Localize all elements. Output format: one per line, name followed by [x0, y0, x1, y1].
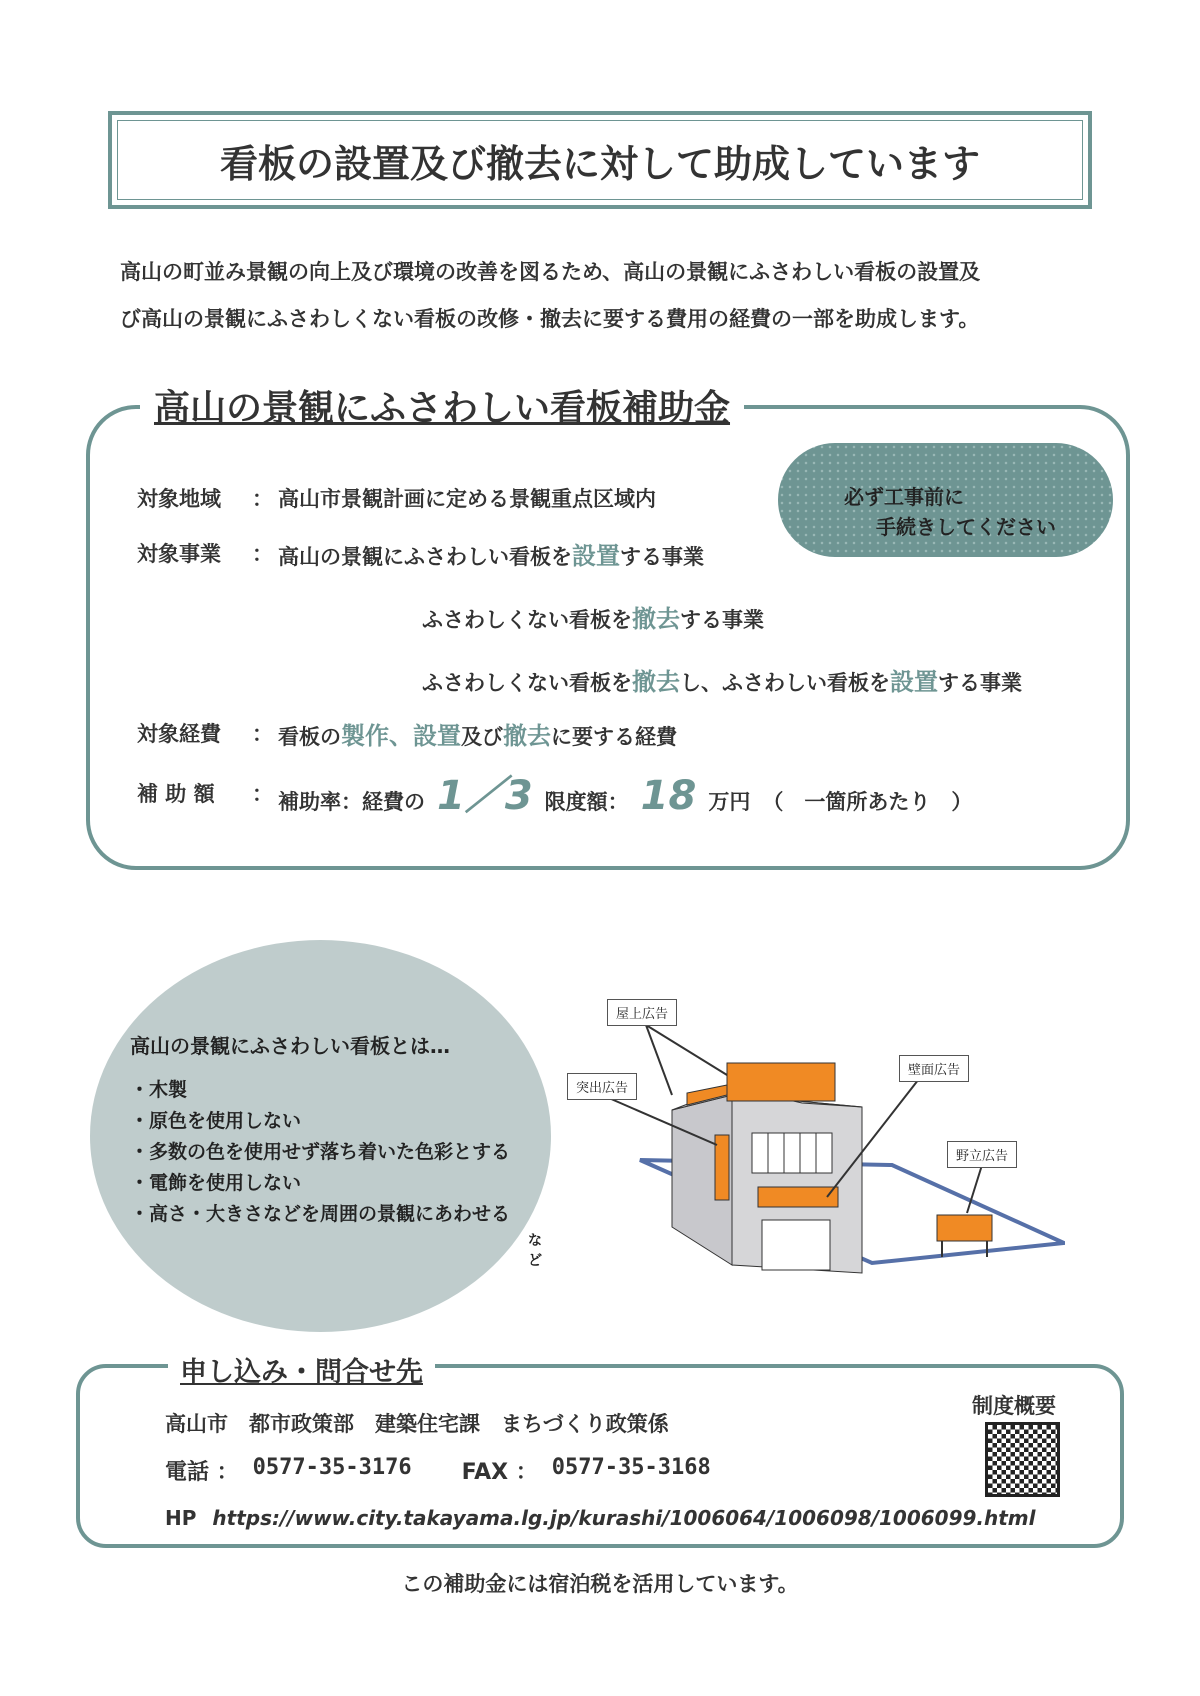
area-label: 対象地域	[137, 487, 221, 511]
building-illustration	[562, 995, 1065, 1320]
intro-line-2: び高山の景観にふさわしくない看板の改修・撤去に要する費用の経費の一部を助成します。	[120, 307, 980, 331]
highlight: 設置	[413, 722, 461, 750]
text: 看板の	[278, 725, 341, 749]
tel-number[interactable]: 0577-35-3176	[252, 1455, 412, 1480]
footer-note: この補助金には宿泊税を活用しています。	[401, 1572, 799, 1596]
highlight: 撤去	[632, 668, 680, 696]
text: する事業	[680, 608, 764, 632]
amount-value	[278, 764, 972, 821]
limit-value: 18	[640, 773, 697, 819]
etc: など	[528, 1233, 542, 1269]
title-box	[108, 111, 1092, 209]
cost-value	[278, 716, 677, 751]
suitable-item: ・多数の色を使用せず落ち着いた色彩とする	[130, 1141, 511, 1163]
text: する事業	[620, 545, 704, 569]
text: ふさわしくない看板を	[422, 671, 632, 695]
contact-heading: 申し込み・問合せ先	[168, 1350, 435, 1389]
text: 高山の景観にふさわしい看板を	[278, 545, 572, 569]
suitable-item: ・電飾を使用しない	[130, 1172, 302, 1194]
cloud-line-1: 必ず工事前に	[844, 485, 964, 509]
area-value: 高山市景観計画に定める景観重点区域内	[278, 487, 656, 511]
rate-label: 補助率：経費の	[278, 790, 425, 814]
tel-label: 電話 ：	[165, 1460, 239, 1485]
page-title: 看板の設置及び撤去に対して助成しています	[117, 120, 1083, 200]
highlight: 撤去	[632, 605, 680, 633]
rooftop-sign-label: 屋上広告	[607, 999, 677, 1026]
highlight: 製作	[341, 722, 389, 750]
hp-label: HP	[165, 1506, 197, 1530]
rate-value: 1／3	[437, 773, 533, 819]
suitable-item: ・高さ・大きさなどを周囲の景観にあわせる	[130, 1203, 511, 1225]
colon: ：	[252, 487, 273, 511]
amount-label: 補 助 額	[137, 782, 215, 806]
suitable-heading: 高山の景観にふさわしい看板とは…	[130, 1034, 450, 1058]
suitable-signs-circle	[90, 940, 551, 1332]
project-label: 対象事業	[137, 542, 221, 566]
limit-label: 限度額：	[544, 790, 629, 814]
colon: ：	[252, 722, 273, 746]
project-3	[422, 662, 1022, 697]
colon: ：	[252, 782, 273, 806]
text: に要する経費	[551, 725, 677, 749]
fax-label: FAX ：	[461, 1460, 538, 1485]
highlight: 設置	[572, 542, 620, 570]
text: ふさわしくない看板を	[422, 608, 632, 632]
hp-url-link[interactable]: https://www.city.takayama.lg.jp/kurashi/1006064/1006098/1006099.html	[212, 1506, 1036, 1530]
intro-line-1: 高山の町並み景観の向上及び環境の改善を図るため、高山の景観にふさわしい看板の設置及	[120, 260, 981, 284]
colon: ：	[252, 542, 273, 566]
cloud-line-2: 手続きしてください	[876, 515, 1056, 539]
section-heading: 高山の景観にふさわしい看板補助金	[140, 380, 744, 431]
project-1	[278, 536, 704, 571]
text: する事業	[938, 671, 1022, 695]
unit: 万円	[708, 790, 751, 814]
text: 及び	[461, 725, 503, 749]
note: （ 一箇所あたり ）	[762, 790, 973, 814]
project-2	[422, 599, 764, 634]
contact-org: 高山市 都市政策部 建築住宅課 まちづくり政策係	[165, 1412, 669, 1436]
standalone-sign-label: 野立広告	[947, 1141, 1017, 1168]
qr-label: 制度概要	[972, 1394, 1056, 1418]
suitable-item: ・原色を使用しない	[130, 1110, 302, 1132]
projecting-sign-label: 突出広告	[567, 1073, 637, 1100]
notice-cloud	[778, 443, 1113, 557]
qr-code-icon[interactable]	[985, 1422, 1060, 1497]
text: 、	[389, 722, 413, 750]
fax-number: 0577-35-3168	[551, 1455, 711, 1480]
suitable-item: ・木製	[130, 1079, 188, 1101]
cost-label: 対象経費	[137, 722, 221, 746]
highlight: 撤去	[503, 722, 551, 750]
highlight: 設置	[890, 668, 938, 696]
text: し、ふさわしい看板を	[680, 671, 890, 695]
wall-sign-label: 壁面広告	[899, 1055, 969, 1082]
